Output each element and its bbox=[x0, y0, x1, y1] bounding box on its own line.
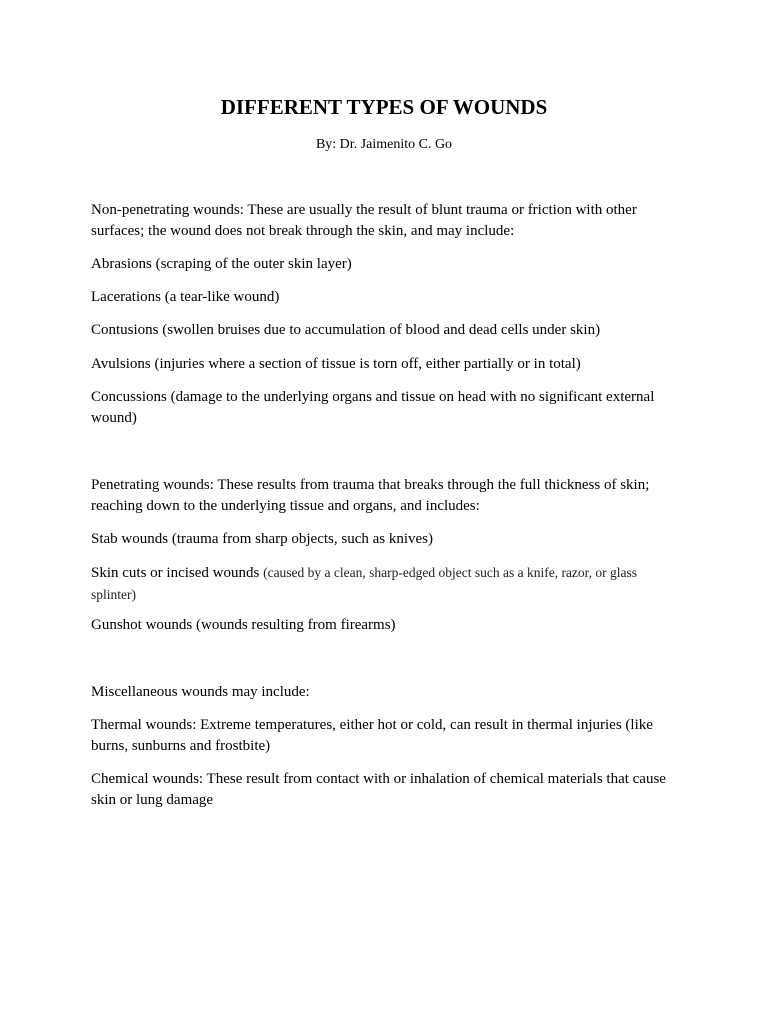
incised-wounds-item bbox=[91, 562, 681, 606]
lacerations-item: Lacerations (a tear-like wound) bbox=[91, 289, 280, 305]
stab-wounds-item: Stab wounds (trauma from sharp objects, such as knives) bbox=[91, 531, 434, 547]
miscellaneous-intro: Miscellaneous wounds may include: bbox=[91, 684, 310, 700]
thermal-wounds-item: Thermal wounds: Extreme temperatures, either hot or cold, can result in thermal injuries (like burns, sunburns and frostbite) bbox=[91, 717, 653, 754]
incised-wounds-detail: (caused by a clean, sharp-edged object such as a knife, razor, or glass splinter) bbox=[91, 565, 638, 602]
concussions-item: Concussions (damage to the underlying organs and tissue on head with no significant external wound) bbox=[91, 389, 655, 426]
author-byline: By: Dr. Jaimenito C. Go bbox=[315, 137, 453, 152]
chemical-wounds-item: Chemical wounds: These result from contact with or inhalation of chemical materials that cause skin or lung damage bbox=[91, 771, 666, 808]
document-title: DIFFERENT TYPES OF WOUNDS bbox=[220, 95, 548, 119]
contusions-item: Contusions (swollen bruises due to accumulation of blood and dead cells under skin) bbox=[91, 322, 601, 338]
gunshot-wounds-item: Gunshot wounds (wounds resulting from firearms) bbox=[91, 617, 396, 633]
abrasions-item: Abrasions (scraping of the outer skin layer) bbox=[91, 256, 352, 272]
penetrating-intro: Penetrating wounds: These results from trauma that breaks through the full thickness of skin; reaching down to the underlying tissue and organs, and includes: bbox=[91, 477, 650, 514]
avulsions-item: Avulsions (injuries where a section of tissue is torn off, either partially or in total) bbox=[91, 356, 581, 372]
incised-wounds-label: Skin cuts or incised wounds bbox=[91, 565, 264, 581]
non-penetrating-intro: Non-penetrating wounds: These are usually the result of blunt trauma or friction with other surfaces; the wound does not break through the skin, and may include: bbox=[91, 202, 637, 239]
